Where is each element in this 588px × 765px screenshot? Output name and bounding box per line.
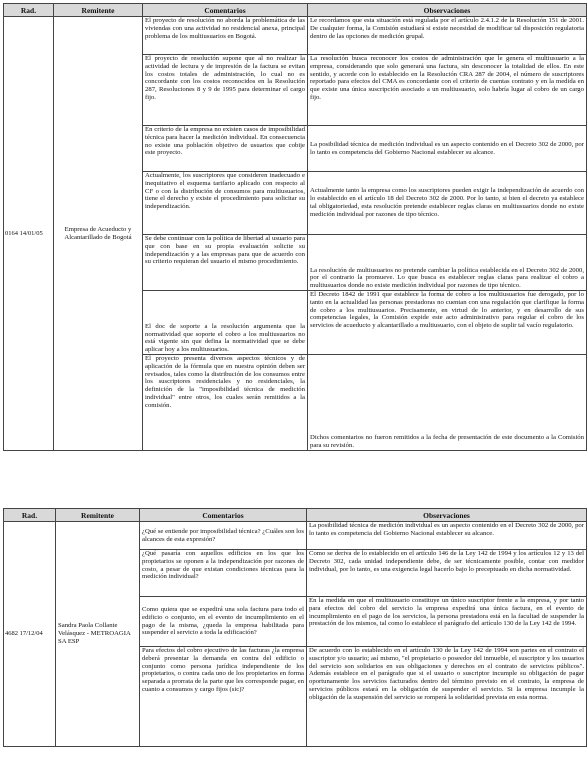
observation-cell: Como se deriva de lo establecido en el artículo 146 de la Ley 142 de 1994 y los artículos 12 y 13 del Decreto 302, cada unidad independiente debe, de ser técnicamente posible, contar con medidor individual, por lo tanto, es una exigencia legal hacerlo bajo lo preceptuado en dicha normatividad. <box>307 550 587 597</box>
comment-cell: El proyecto presenta diversos aspectos técnicos y de aplicación de la fórmula que en nuestra opinión deben ser revisados, tales como la distribución de los consumos entre los suscriptores residenciales y no residenciales, la definición de la "imposibilidad técnica de medición individual" entre otros, los cuales serán remitidos a la comisión. <box>143 355 308 451</box>
remitente-cell: Sandra Paola Collante Velásquez - METROAGIA SA ESP <box>56 522 140 747</box>
table-row <box>4 17 587 55</box>
comment-cell: Como quiera que se expedirá una sola factura para todo el edificio o conjunto, en el evento de incumplimiento en el pago de la misma, ¿queda la empresa habilitada para suspender el servicio a toda la edificación? <box>140 597 307 647</box>
observation-cell: Actualmente tanto la empresa como los suscriptores pueden exigir la independización de acuerdo con lo establecido en el artículo 18 del Decreto 302 de 2000. Por lo tanto, si bien el decreto ya establece tal obligatoriedad, esta resolución pretende establecer reglas claras en multiusuarios donde no existe medición individual por razones de tipo técnico. <box>308 172 587 235</box>
header-comentarios: Comentarios <box>140 509 307 522</box>
header-observaciones: Observaciones <box>307 509 587 522</box>
observation-cell: La posibilidad técnica de medición individual es un aspecto contenido en el Decreto 302 de 2000, por lo tanto es competencia del Gobierno Nacional establecer su alcance. <box>307 522 587 550</box>
comment-cell: Para efectos del cobro ejecutivo de las facturas ¿la empresa deberá presentar la demanda en contra del edificio o conjunto como persona jurídica independiente de los propietarios, o contra cada uno de los propietarios en forma separada a prorrata de la parte que les corresponde pagar, en cuanto a consumos y cargo fijos (sic)? <box>140 647 307 747</box>
comment-cell: El proyecto de resolución supone que al no realizar la actividad de lectura y de impresión de la factura se evitan los costos totales de administración, lo cual no es concordante con los costos reconocidos en la Resolución 287, Resoluciones 8 y 9 de 1995 para determinar el cargo fijo. <box>143 55 308 126</box>
header-rad: Rad. <box>4 509 56 522</box>
rad-cell: 0164 14/01/05 <box>4 17 54 451</box>
table-header-row <box>4 509 587 522</box>
comment-cell: El proyecto de resolución no aborda la problemática de las viviendas con una actividad no residencial anexa, principal problema de los multiusuarios en Bogotá. <box>143 17 308 55</box>
observation-cell: De acuerdo con lo establecido en el artículo 130 de la Ley 142 de 1994 son partes en el contrato el suscriptor y/o usuario; así mismo, "el propietario o poseedor del inmueble, el suscriptor y los usuarios del servicio son solidarios en sus obligaciones y derechos en el contrato de servicios públicos". Además establece en el parágrafo que si el usuario o suscriptor incumple su obligación de pagar oportunamente los servicios facturados dentro del término previsto en el contrato, la empresa de servicios públicos estará en la obligación de suspender el servicio. Si la empresa incumple la obligación de la suspensión del servicio se romperá la solidaridad prevista en esta norma. <box>307 647 587 747</box>
comment-cell: ¿Qué se entiende por imposibilidad técnica? ¿Cuáles son los alcances de esta expresión? <box>140 522 307 550</box>
comment-cell: Actualmente, los suscriptores que consideren inadecuado e inequitativo el esquema tarifario aplicado con respecto al CF o con la distribución de consumos para multiusuarios, tiene el derecho y existe el procedimiento para solicitar su independización. <box>143 172 308 235</box>
observation-cell: La resolución de multiusuarios no pretende cambiar la política establecida en el Decreto 302 de 2000, por el contrario la promueve. Lo que busca es establecer reglas claras para realizar el cobro a multiusuarios donde no existe medición individual por razones de tipo técnico. <box>308 235 587 291</box>
table-row <box>4 522 587 550</box>
comment-cell: ¿Qué pasaría con aquellos edificios en los que los propietarios se oponen a la independización por razones de costo, a pesar de que existan condiciones técnicas para la medición individual? <box>140 550 307 597</box>
remitente-cell: Empresa de Acueducto y Alcantarillado de Bogotá <box>54 17 143 451</box>
observation-cell: En la medida en que el multiusuario constituye un único suscriptor frente a la empresa, y por tanto para efectos del cobro del servicio la empresa expedirá una única factura, en el evento de incumplimiento en el pago de los servicios, la persona prestadora está en la facultad de suspender la prestación de los mismos, tal como lo establece el parágrafo del artículo 130 de la Ley 142 de 1994. <box>307 597 587 647</box>
observation-cell: La posibilidad técnica de medición individual es un aspecto contenido en el Decreto 302 de 2000, por lo tanto es competencia del Gobierno Nacional establecer su alcance. <box>308 126 587 172</box>
comments-table-1 <box>3 3 587 451</box>
header-observaciones: Observaciones <box>308 4 587 17</box>
rad-cell: 4682 17/12/04 <box>4 522 56 747</box>
table-header-row <box>4 4 587 17</box>
comments-table-2 <box>3 508 587 747</box>
observation-cell: La resolución busca reconocer los costos de administración que le genera el multiusuario a la empresa, considerando que solo generará una factura, sin desconocer la totalidad de ellos. En este sentido, y acorde con lo establecido en la Resolución CRA 287 de 2004, el número de suscriptores reportado para efectos del CMA es concordante con el criterio de cuentas contrato y en la medida en que existe una única suscripción asociado a un multiusuario, solo habría lugar al cobro de un cargo fijo. <box>308 55 587 126</box>
comment-cell: Se debe continuar con la política de libertad al usuario para que con base en su propia evaluación solicite su independización y a las empresas para que de acuerdo con su criterio requieran del usuario el mismo procedimiento. <box>143 235 308 291</box>
observation-cell: Le recordamos que esta situación está regulada por el artículo 2.4.1.2 de la Resolución 151 de 2001. De cualquier forma, la Comisión estudiará si existe necesidad de modificar tal disposición regulatoria dentro de las opciones de medición grupal. <box>308 17 587 55</box>
header-comentarios: Comentarios <box>143 4 308 17</box>
header-remitente: Remitente <box>54 4 143 17</box>
comment-cell: En criterio de la empresa no existen casos de imposibilidad técnica para hacer la medición individual. En consecuencia no existe una población objetivo de usuarios que cobije este proyecto. <box>143 126 308 172</box>
comment-cell: El doc de soporte a la resolución argumenta que la normatividad que soporte el cobro a los multiusuarios no está vigente sin que defina la normatividad que se debe aplicar hoy a los multiusuarios. <box>143 291 308 355</box>
header-remitente: Remitente <box>56 509 140 522</box>
header-rad: Rad. <box>4 4 54 17</box>
observation-cell: El Decreto 1842 de 1991 que establece la forma de cobro a los multiusuarios fue derogado, por lo tanto en la actualidad las personas prestadoras no cuentan con una regulación que clarifique la forma de cobro a los multiusuarios. Precisamente, en virtud de lo anterior, y en desarrollo de sus competencias legales, la Comisión expide este acto administrativo para regular el cobro de los servicios de acueducto y alcantarillado a multiusuario, con el objeto de suplir tal vacío regulatorio. <box>308 291 587 355</box>
observation-cell: Dichos comentarios no fueron remitidos a la fecha de presentación de este documento a la Comisión para su revisión. <box>308 355 587 451</box>
